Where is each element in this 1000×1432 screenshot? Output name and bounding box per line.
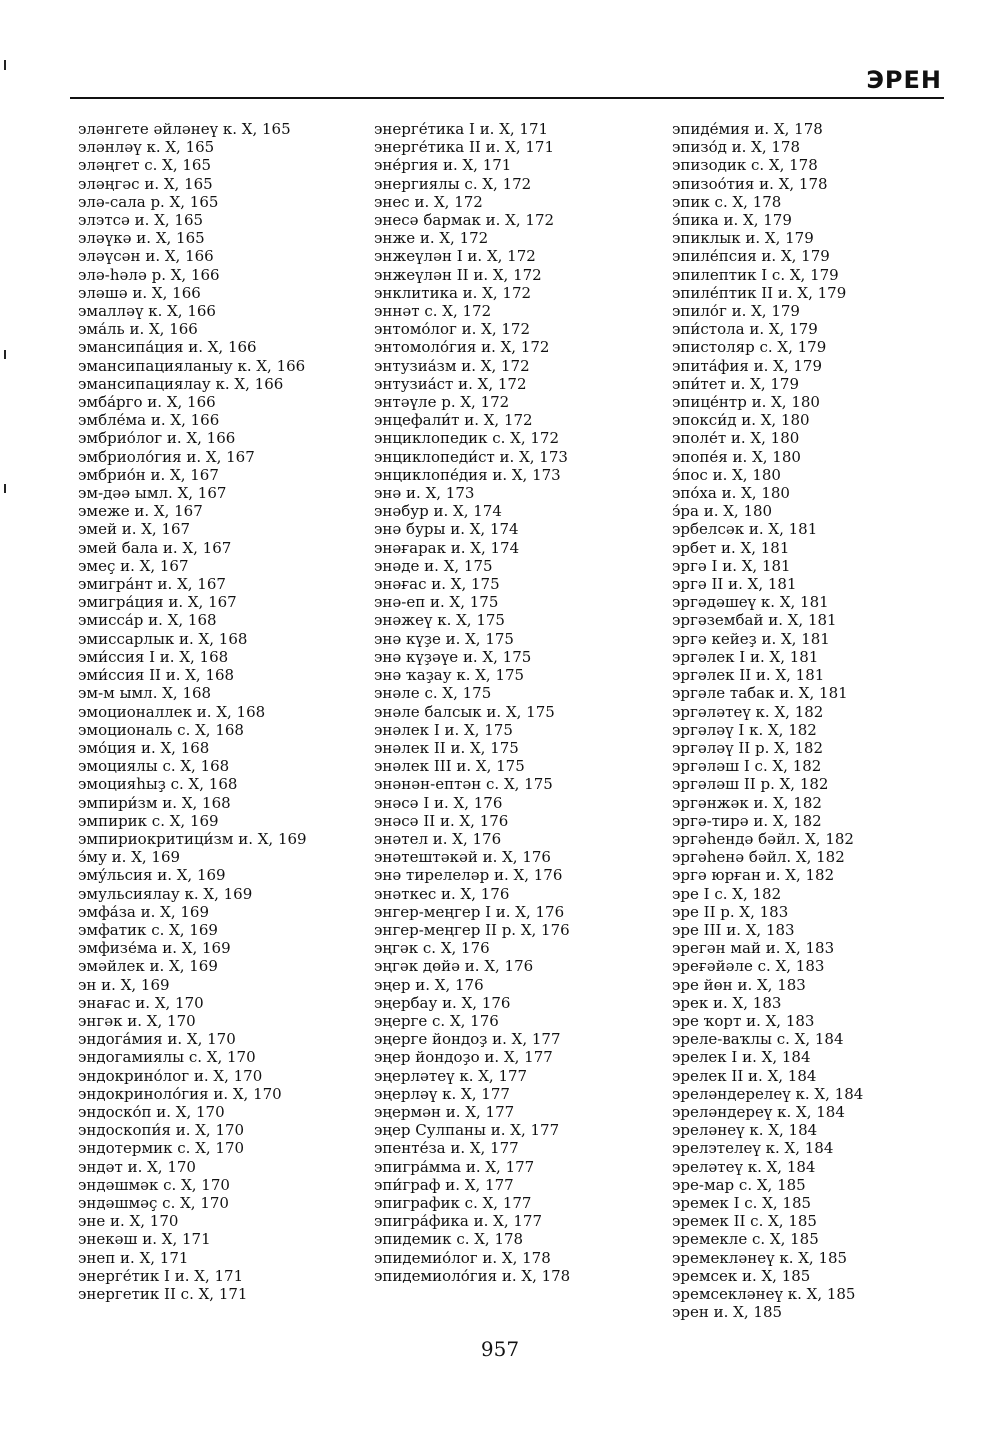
dictionary-entry: эмигра́ция и. X, 167 [78, 593, 237, 612]
dictionary-entry: энциклопе́дия и. X, 173 [374, 465, 561, 484]
dictionary-entry: энә күҙәүе и. X, 175 [374, 647, 532, 666]
dictionary-entry: энгер-меңгер I и. X, 176 [374, 902, 565, 921]
margin-mark [4, 484, 6, 493]
dictionary-entry: эргәләтеү к. X, 182 [672, 702, 824, 721]
dictionary-entry: эргә I и. X, 181 [672, 556, 791, 575]
dictionary-entry: эндәшмәҫ с. X, 170 [78, 1193, 229, 1212]
dictionary-entry: энәбур и. X, 174 [374, 502, 502, 521]
dictionary-entry: эндогамиялы с. X, 170 [78, 1048, 256, 1067]
dictionary-entry: эпиклык и. X, 179 [672, 229, 814, 248]
dictionary-entry: эмбриоло́гия и. X, 167 [78, 447, 255, 466]
dictionary-entry: эмисса́р и. X, 168 [78, 611, 217, 630]
dictionary-entry: эргә-тирә и. X, 182 [672, 811, 822, 830]
dictionary-entry: э́му и. X, 169 [78, 848, 181, 867]
dictionary-entry: эндотермик с. X, 170 [78, 1139, 245, 1158]
dictionary-entry: эмансипацияланыу к. X, 166 [78, 356, 306, 375]
dictionary-entry: эмоциялы с. X, 168 [78, 757, 230, 776]
dictionary-entry: эпопе́я и. X, 180 [672, 447, 801, 466]
dictionary-entry: эма́ль и. X, 166 [78, 320, 198, 339]
dictionary-entry: эпило́г и. X, 179 [672, 302, 800, 321]
dictionary-entry: эмигра́нт и. X, 167 [78, 575, 226, 594]
dictionary-entry: эпизоо́тия и. X, 178 [672, 174, 828, 193]
dictionary-entry: энәтел и. X, 176 [374, 829, 502, 848]
dictionary-entry: эм-дәә ымл. X, 167 [78, 484, 227, 503]
dictionary-entry: эргәлек I и. X, 181 [672, 647, 819, 666]
dictionary-entry: эндога́мия и. X, 170 [78, 1030, 236, 1049]
dictionary-entry: эре III и. X, 183 [672, 920, 795, 939]
dictionary-entry: эреләтеү к. X, 184 [672, 1157, 816, 1176]
margin-mark [4, 350, 6, 359]
dictionary-entry: эндокрино́лог и. X, 170 [78, 1066, 263, 1085]
dictionary-entry: эми́ссия I и. X, 168 [78, 647, 229, 666]
dictionary-entry: энциклопеди́ст и. X, 173 [374, 447, 568, 466]
dictionary-entry: эргәзембай и. X, 181 [672, 611, 837, 630]
dictionary-entry: эмфатик с. X, 169 [78, 920, 218, 939]
dictionary-entry: эмпирик с. X, 169 [78, 811, 219, 830]
dictionary-entry: энерге́тика II и. X, 171 [374, 138, 554, 157]
dictionary-entry: энекәш и. X, 171 [78, 1230, 211, 1249]
dictionary-entry: энә күҙе и. X, 175 [374, 629, 514, 648]
dictionary-entry: эңгәк с. X, 176 [374, 939, 490, 958]
dictionary-entry: эңер йондоҙо и. X, 177 [374, 1048, 553, 1067]
dictionary-entry: эму́льсия и. X, 169 [78, 866, 226, 885]
dictionary-entry: элэтсә и. X, 165 [78, 211, 204, 230]
dictionary-entry: эндокриноло́гия и. X, 170 [78, 1084, 282, 1103]
dictionary-entry: энәсә I и. X, 176 [374, 793, 503, 812]
dictionary-entry: эрелек II и. X, 184 [672, 1066, 817, 1085]
dictionary-entry: эңерге йондоҙ и. X, 177 [374, 1030, 561, 1049]
dictionary-entry: эңгәк дөйә и. X, 176 [374, 957, 534, 976]
dictionary-entry: эполе́т и. X, 180 [672, 429, 800, 448]
dictionary-entry: эпи́тет и. X, 179 [672, 374, 800, 393]
dictionary-entry: эре ҡорт и. X, 183 [672, 1011, 815, 1030]
dictionary-entry: эрегән май и. X, 183 [672, 939, 835, 958]
dictionary-entry: эмансипациялау к. X, 166 [78, 374, 284, 393]
header-rule [70, 97, 944, 99]
dictionary-entry: эмо́ция и. X, 168 [78, 738, 210, 757]
dictionary-entry: эмәйлек и. X, 169 [78, 957, 218, 976]
dictionary-entry: эремек I с. X, 185 [672, 1193, 812, 1212]
dictionary-entry: эмульсиялау к. X, 169 [78, 884, 253, 903]
dictionary-entry: эндоскопи́я и. X, 170 [78, 1121, 245, 1140]
dictionary-entry: эре II р. X, 183 [672, 902, 789, 921]
dictionary-entry: энгәк и. X, 170 [78, 1011, 196, 1030]
dictionary-entry: эргәлек II и. X, 181 [672, 666, 825, 685]
margin-mark [4, 60, 6, 70]
dictionary-entry: э́ра и. X, 180 [672, 502, 773, 521]
dictionary-entry: энгер-меңгер II р. X, 176 [374, 920, 570, 939]
dictionary-entry: эмоцияһыҙ с. X, 168 [78, 775, 238, 794]
dictionary-entry: эңер и. X, 176 [374, 975, 484, 994]
dictionary-entry: эрелэтелеү к. X, 184 [672, 1139, 834, 1158]
dictionary-entry: эне́ргия и. X, 171 [374, 156, 512, 175]
dictionary-entry: эндоско́п и. X, 170 [78, 1102, 225, 1121]
dictionary-entry: эндәшмәк с. X, 170 [78, 1175, 230, 1194]
dictionary-entry: энә тирелеләр и. X, 176 [374, 866, 563, 885]
dictionary-entry: эмфа́за и. X, 169 [78, 902, 210, 921]
dictionary-entry: эмбрио́н и. X, 167 [78, 465, 219, 484]
dictionary-entry: энтәүле р. X, 172 [374, 393, 510, 412]
dictionary-entry: энәткес и. X, 176 [374, 884, 510, 903]
dictionary-entry: эңерләү к. X, 177 [374, 1084, 510, 1103]
dictionary-entry: эремек II с. X, 185 [672, 1212, 817, 1231]
dictionary-entry: эңер Сулпаны и. X, 177 [374, 1121, 560, 1140]
dictionary-entry: эпизо́д и. X, 178 [672, 138, 800, 157]
dictionary-entry: эремсек и. X, 185 [672, 1266, 811, 1285]
dictionary-entry: энәлек I и. X, 175 [374, 720, 513, 739]
dictionary-entry: эрбелсәк и. X, 181 [672, 520, 818, 539]
dictionary-entry: энтомо́лог и. X, 172 [374, 320, 530, 339]
dictionary-entry: эреле-ваҡлы с. X, 184 [672, 1030, 844, 1049]
dictionary-entry: энә-еп и. X, 175 [374, 593, 499, 612]
dictionary-entry: эңермән и. X, 177 [374, 1102, 515, 1121]
dictionary-entry: э́пос и. X, 180 [672, 465, 781, 484]
dictionary-entry: эргәһендә бәйл. X, 182 [672, 829, 854, 848]
dictionary-entry: эрбет и. X, 181 [672, 538, 790, 557]
dictionary-entry: эләнгете әйләнеү к. X, 165 [78, 120, 291, 138]
dictionary-entry: эмбле́ма и. X, 166 [78, 411, 220, 430]
dictionary-entry: эңерләтеү к. X, 177 [374, 1066, 528, 1085]
dictionary-entry: эремекләнеү к. X, 185 [672, 1248, 848, 1267]
dictionary-entry: эргә юрған и. X, 182 [672, 866, 835, 885]
dictionary-entry: эргә кейеҙ и. X, 181 [672, 629, 830, 648]
dictionary-entry: энклитика и. X, 172 [374, 283, 532, 302]
dictionary-entry: энес и. X, 172 [374, 192, 483, 211]
dictionary-entry: эмпири́зм и. X, 168 [78, 793, 231, 812]
dictionary-entry: эреләндерелеү к. X, 184 [672, 1084, 864, 1103]
dictionary-entry: эңерге с. X, 176 [374, 1011, 499, 1030]
dictionary-entry: энергиялы с. X, 172 [374, 174, 532, 193]
page-number: 957 [480, 1337, 520, 1361]
dictionary-entry: эне и. X, 170 [78, 1212, 179, 1231]
dictionary-entry: энәжеү к. X, 175 [374, 611, 505, 630]
dictionary-entry: эмоционаллек и. X, 168 [78, 702, 266, 721]
dictionary-entry: энә буры и. X, 174 [374, 520, 519, 539]
dictionary-entry: эн и. X, 169 [78, 975, 170, 994]
dictionary-entry: энцефали́т и. X, 172 [374, 411, 533, 430]
dictionary-entry: эндәт и. X, 170 [78, 1157, 196, 1176]
dictionary-entry: эрелек I и. X, 184 [672, 1048, 811, 1067]
dictionary-entry: энә и. X, 173 [374, 484, 475, 503]
dictionary-entry: эргәләш II р. X, 182 [672, 775, 829, 794]
dictionary-entry: эргәдәшеү к. X, 181 [672, 593, 829, 612]
dictionary-entry: эпистоляр с. X, 179 [672, 338, 827, 357]
dictionary-entry: энә ҡаҙау к. X, 175 [374, 666, 525, 685]
dictionary-entry: энциклопедик с. X, 172 [374, 429, 560, 448]
dictionary-entry: эпо́ха и. X, 180 [672, 484, 790, 503]
dictionary-entry: эпи́граф и. X, 177 [374, 1175, 514, 1194]
running-head: ЭРЕН [866, 66, 942, 94]
dictionary-entry: энжеүлән I и. X, 172 [374, 247, 536, 266]
dictionary-entry: эреғәйәле с. X, 183 [672, 957, 825, 976]
dictionary-entry: эргәләү II р. X, 182 [672, 738, 823, 757]
dictionary-entry: эмфизе́ма и. X, 169 [78, 939, 231, 958]
dictionary-entry: эпидемиоло́гия и. X, 178 [374, 1266, 571, 1285]
dictionary-entry: энтузиа́зм и. X, 172 [374, 356, 530, 375]
dictionary-entry: энәле балсык и. X, 175 [374, 702, 555, 721]
dictionary-entry: энағас и. X, 170 [78, 993, 204, 1012]
dictionary-entry: эләңгет с. X, 165 [78, 156, 212, 175]
dictionary-entry: энерге́тик I и. X, 171 [78, 1266, 244, 1285]
dictionary-entry: эмалләү к. X, 166 [78, 302, 216, 321]
dictionary-entry: энтузиа́ст и. X, 172 [374, 374, 527, 393]
dictionary-entry: энәде и. X, 175 [374, 556, 493, 575]
dictionary-entry: эпидемио́лог и. X, 178 [374, 1248, 551, 1267]
dictionary-entry: эмансипа́ция и. X, 166 [78, 338, 257, 357]
dictionary-entry: эремекле с. X, 185 [672, 1230, 819, 1249]
dictionary-entry: энәнән-ептән с. X, 175 [374, 775, 553, 794]
dictionary-entry: эләшә и. X, 166 [78, 283, 201, 302]
column-1 [78, 120, 378, 1303]
dictionary-entry: эпигра́фика и. X, 177 [374, 1212, 543, 1231]
dictionary-entry: энерге́тика I и. X, 171 [374, 120, 549, 138]
dictionary-entry: эләүсән и. X, 166 [78, 247, 214, 266]
dictionary-entry: эпилептик I с. X, 179 [672, 265, 839, 284]
dictionary-entry: эпиграфик с. X, 177 [374, 1193, 532, 1212]
dictionary-entry: энже и. X, 172 [374, 229, 489, 248]
dictionary-entry: эргәнжәк и. X, 182 [672, 793, 822, 812]
dictionary-entry: эмеҫ и. X, 167 [78, 556, 189, 575]
dictionary-entry: энәле с. X, 175 [374, 684, 492, 703]
dictionary-entry: эргәләү I к. X, 182 [672, 720, 817, 739]
dictionary-entry: энәсә II и. X, 176 [374, 811, 509, 830]
dictionary-entry: эләңгәс и. X, 165 [78, 174, 213, 193]
dictionary-entry: эмба́рго и. X, 166 [78, 393, 216, 412]
dictionary-entry: энәғарак и. X, 174 [374, 538, 520, 557]
dictionary-entry: эпиде́мия и. X, 178 [672, 120, 823, 138]
dictionary-entry: эремсекләнеү к. X, 185 [672, 1285, 856, 1303]
dictionary-entry: эргәле табак и. X, 181 [672, 684, 848, 703]
dictionary-entry: эпице́нтр и. X, 180 [672, 393, 820, 412]
dictionary-entry: эпокси́д и. X, 180 [672, 411, 810, 430]
dictionary-entry: энәлек II и. X, 175 [374, 738, 519, 757]
dictionary-entry: энәтештәкәй и. X, 176 [374, 848, 551, 867]
dictionary-entry: эмиссарлык и. X, 168 [78, 629, 248, 648]
dictionary-entry: эләүкә и. X, 165 [78, 229, 205, 248]
dictionary-entry: эрен и. X, 185 [672, 1303, 783, 1322]
dictionary-entry: энесә бармак и. X, 172 [374, 211, 555, 230]
dictionary-entry: эргә II и. X, 181 [672, 575, 797, 594]
dictionary-entry: эрек и. X, 183 [672, 993, 782, 1012]
dictionary-entry: эм-м ымл. X, 168 [78, 684, 212, 703]
dictionary-entry: э́пика и. X, 179 [672, 211, 792, 230]
dictionary-entry: эпиле́птик II и. X, 179 [672, 283, 847, 302]
column-2 [374, 120, 674, 1285]
dictionary-entry: эреләндереү к. X, 184 [672, 1102, 845, 1121]
dictionary-entry: энергетик II с. X, 171 [78, 1285, 248, 1303]
dictionary-entry: эми́ссия II и. X, 168 [78, 666, 235, 685]
column-3 [672, 120, 972, 1321]
dictionary-entry: эпита́фия и. X, 179 [672, 356, 822, 375]
dictionary-entry: эпигра́мма и. X, 177 [374, 1157, 535, 1176]
dictionary-entry: эләнләү к. X, 165 [78, 138, 215, 157]
dictionary-entry: эре йөн и. X, 183 [672, 975, 806, 994]
dictionary-entry: эргәләш I с. X, 182 [672, 757, 822, 776]
dictionary-entry: эпидемик с. X, 178 [374, 1230, 524, 1249]
dictionary-entry: эмей и. X, 167 [78, 520, 191, 539]
dictionary-entry: эре-мар с. X, 185 [672, 1175, 806, 1194]
dictionary-entry: энжеүлән II и. X, 172 [374, 265, 542, 284]
dictionary-entry: эреләнеү к. X, 184 [672, 1121, 818, 1140]
dictionary-entry: эңербау и. X, 176 [374, 993, 511, 1012]
dictionary-entry: энәғас и. X, 175 [374, 575, 500, 594]
dictionary-entry: элә-сала р. X, 165 [78, 192, 219, 211]
dictionary-entry: эмоциональ с. X, 168 [78, 720, 244, 739]
dictionary-entry: эннәт с. X, 172 [374, 302, 492, 321]
dictionary-entry: энәлек III и. X, 175 [374, 757, 525, 776]
dictionary-entry: эре I с. X, 182 [672, 884, 782, 903]
dictionary-entry: эпиле́псия и. X, 179 [672, 247, 830, 266]
dictionary-entry: эпи́стола и. X, 179 [672, 320, 818, 339]
dictionary-entry: эпенте́за и. X, 177 [374, 1139, 519, 1158]
dictionary-entry: элә-һәлә р. X, 166 [78, 265, 220, 284]
dictionary-entry: эмпириокритици́зм и. X, 169 [78, 829, 307, 848]
dictionary-entry: эмей бала и. X, 167 [78, 538, 232, 557]
dictionary-entry: эпик с. X, 178 [672, 192, 782, 211]
dictionary-entry: эпизодик с. X, 178 [672, 156, 818, 175]
dictionary-entry: эмеже и. X, 167 [78, 502, 203, 521]
dictionary-entry: эргәһенә бәйл. X, 182 [672, 848, 845, 867]
dictionary-entry: эмбрио́лог и. X, 166 [78, 429, 236, 448]
dictionary-entry: энеп и. X, 171 [78, 1248, 189, 1267]
dictionary-entry: энтомоло́гия и. X, 172 [374, 338, 550, 357]
